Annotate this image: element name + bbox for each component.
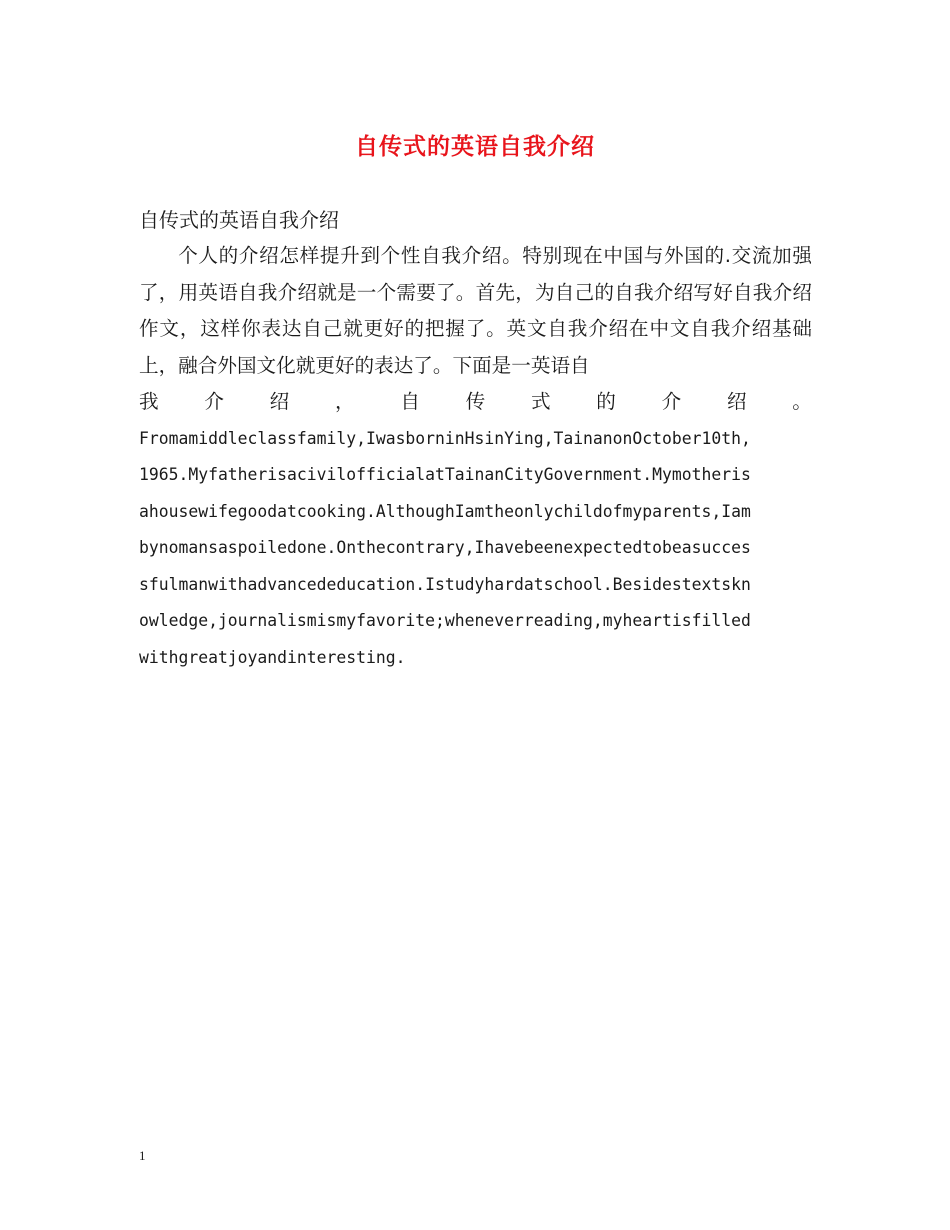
english-line: Fromamiddleclassfamily,IwasborninHsinYing,TainanonOctober10th, [139, 428, 751, 448]
english-line: ahousewifegoodatcooking.AlthoughIamtheonlychildofmyparents,Iam [139, 501, 751, 521]
spread-char: ， [334, 390, 355, 413]
english-line: withgreatjoyandinteresting. [139, 648, 406, 668]
page-number: 1 [139, 1148, 146, 1163]
spread-char: 绍 [269, 390, 290, 413]
document-title: 自传式的英语自我介绍 [355, 134, 595, 160]
english-line: sfulmanwithadvancededucation.Istudyhardatschool.Besidestextskn [139, 574, 751, 594]
chinese-paragraph: 个人的介绍怎样提升到个性自我介绍。特别现在中国与外国的.交流加强了，用英语自我介绍就是一个需要了。首先，为自己的自我介绍写好自我介绍作文，这样你表达自己就更好的把握了。英文自我介绍在中文自我介绍基础上，融合外国文化就更好的表达了。下面是一英语自 [139, 244, 812, 377]
spread-char: 式 [530, 390, 551, 413]
spread-char: 自 [400, 390, 420, 413]
english-line: owledge,journalismismyfavorite;wheneverreading,myheartisfilled [139, 611, 751, 631]
english-line: bynomansaspoiledone.Onthecontrary,Ihavebeenexpectedtobeasucces [139, 538, 751, 558]
spread-line [139, 384, 812, 421]
document-body [139, 202, 812, 677]
spread-char: 介 [661, 390, 682, 413]
spread-char: 。 [792, 390, 812, 413]
section-heading: 自传式的英语自我介绍 [139, 208, 339, 232]
spread-char: 的 [596, 390, 616, 413]
english-line: 1965.MyfatherisacivilofficialatTainanCityGovernment.Mymotheris [139, 465, 751, 485]
spread-char: 传 [465, 390, 486, 413]
spread-char: 绍 [726, 390, 747, 413]
spread-char: 介 [204, 390, 224, 413]
spread-char: 我 [139, 390, 159, 413]
